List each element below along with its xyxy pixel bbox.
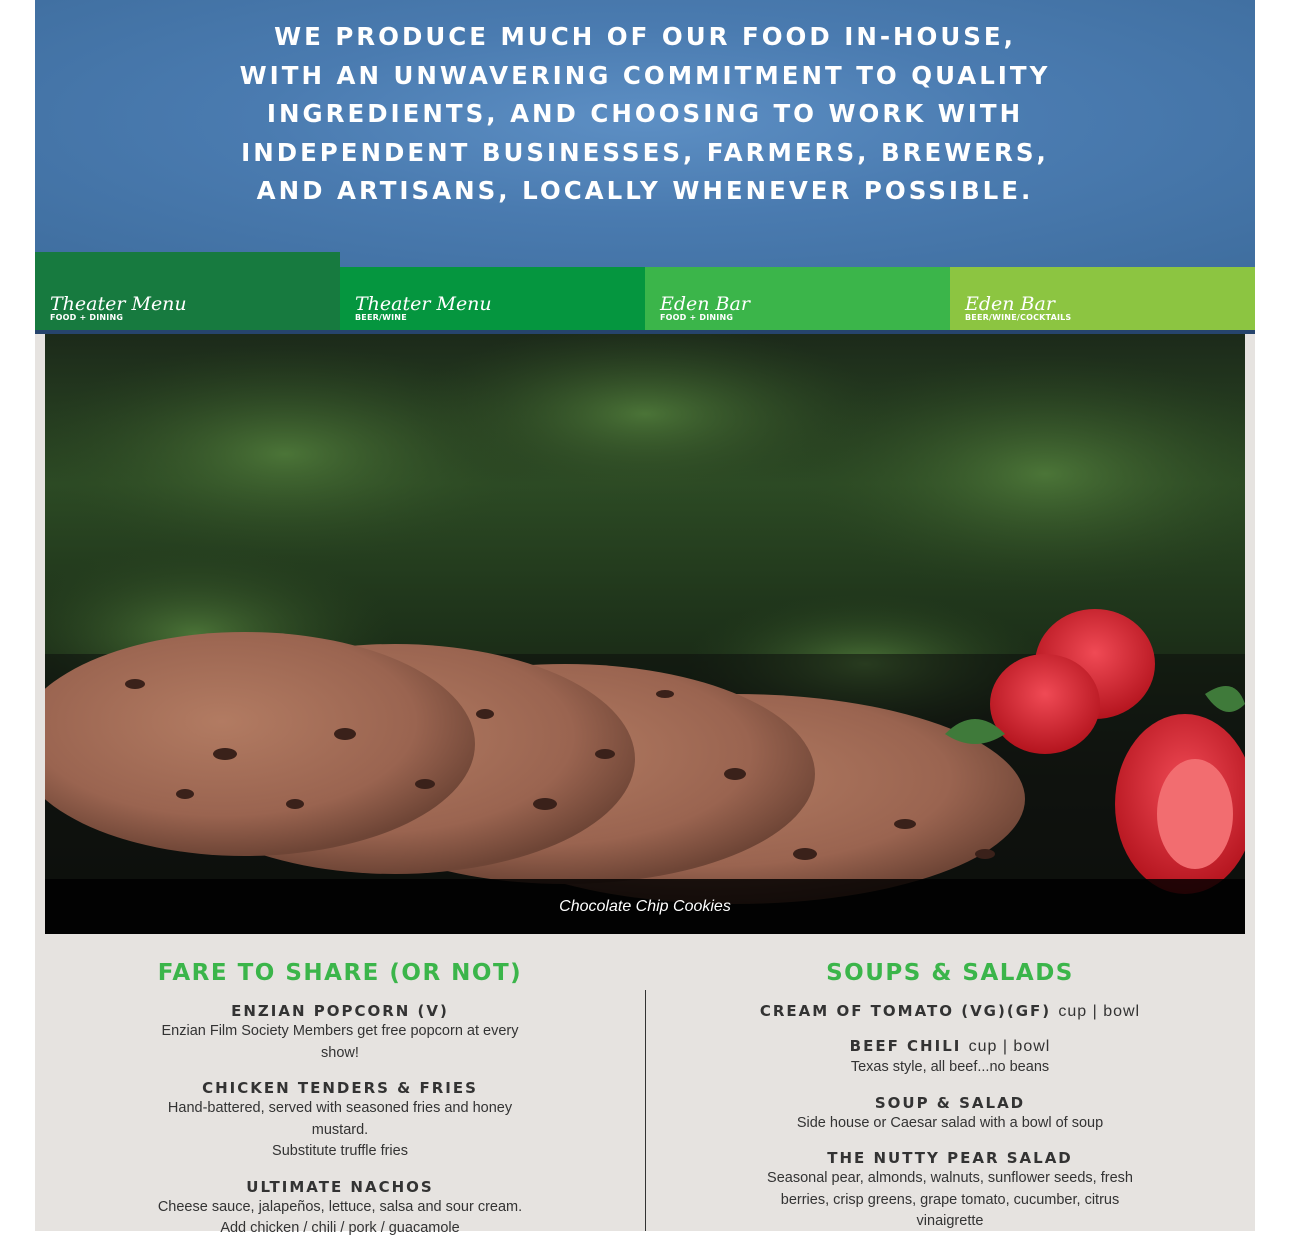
item-extra: Substitute truffle fries — [272, 1143, 408, 1159]
item-description: Hand-battered, served with seasoned fries and honey mustard. — [167, 1100, 513, 1138]
item-name: CREAM OF TOMATO (VG)(GF) — [759, 1002, 1052, 1020]
tab-title: Theater Menu — [50, 293, 187, 315]
feature-image — [45, 334, 1245, 934]
item-description: Enzian Film Society Members get free popcorn at every show! — [161, 1023, 519, 1061]
item-name: CHICKEN TENDERS & FRIES — [202, 1079, 478, 1097]
hero-banner — [35, 0, 1255, 267]
menu-item — [750, 1036, 1150, 1079]
menu-item — [140, 1001, 540, 1064]
item-name-line — [750, 1036, 1150, 1057]
tab-theater-food[interactable] — [35, 252, 340, 330]
tab-eden-food[interactable] — [645, 267, 950, 330]
tab-eden-cocktails[interactable] — [950, 267, 1255, 330]
tab-subtitle: BEER/WINE — [355, 313, 407, 322]
item-size: cup | bowl — [1058, 1003, 1141, 1020]
tab-theater-beer[interactable] — [340, 267, 645, 330]
section-title: FARE TO SHARE (OR NOT) — [157, 960, 523, 986]
tab-title: Eden Bar — [660, 293, 750, 315]
tab-subtitle: BEER/WINE/COCKTAILS — [965, 313, 1072, 322]
menu-item — [140, 1078, 540, 1163]
item-name: BEEF CHILI — [849, 1037, 962, 1055]
item-description: Seasonal pear, almonds, walnuts, sunflower seeds, fresh berries, crisp greens, grape tomato, cucumber, citrus vinaigrette — [767, 1170, 1133, 1229]
tab-subtitle: FOOD + DINING — [660, 313, 734, 322]
item-name: ULTIMATE NACHOS — [246, 1177, 434, 1196]
tab-subtitle: FOOD + DINING — [50, 313, 124, 322]
item-name: ENZIAN POPCORN (V) — [231, 1002, 449, 1020]
item-name-line — [740, 1001, 1160, 1022]
item-description: Side house or Caesar salad with a bowl of soup — [796, 1114, 1104, 1131]
menu-item — [750, 1148, 1150, 1233]
menu-item — [740, 1001, 1160, 1022]
tab-title: Eden Bar — [965, 293, 1055, 315]
item-name: THE NUTTY PEAR SALAD — [827, 1149, 1073, 1167]
cookies-photo — [45, 334, 1245, 934]
menu-item — [140, 1177, 540, 1240]
menu-item — [750, 1093, 1150, 1135]
item-name: SOUP & SALAD — [874, 1093, 1026, 1112]
tab-title: Theater Menu — [355, 293, 492, 315]
item-extra: Add chicken / chili / pork / guacamole — [220, 1220, 460, 1236]
hero-text: WE PRODUCE MUCH OF OUR FOOD IN-HOUSE, WITH AN UNWAVERING COMMITMENT TO QUALITY INGREDIENTS, AND CHOOSING TO WORK WITH INDEPENDENT BUSINESSES, FARMERS, BREWERS, AND ARTISANS, LOCALLY WHENEVER POSSIBLE. — [239, 22, 1051, 205]
item-description: Cheese sauce, jalapeños, lettuce, salsa and sour cream. — [157, 1198, 523, 1215]
page — [35, 0, 1255, 1236]
item-size: cup | bowl — [968, 1038, 1051, 1055]
soups-salads-section — [670, 955, 1230, 1247]
fare-to-share-section — [60, 955, 620, 1254]
feature-caption: Chocolate Chip Cookies — [45, 879, 1245, 934]
column-divider — [645, 990, 646, 1231]
item-description: Texas style, all beef...no beans — [850, 1059, 1050, 1075]
menu-tabs — [35, 252, 1255, 330]
section-title: SOUPS & SALADS — [826, 960, 1074, 986]
